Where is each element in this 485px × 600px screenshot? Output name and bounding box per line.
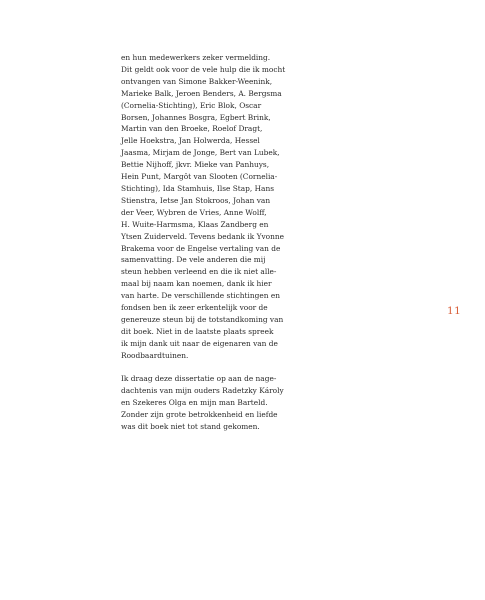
text-line: dachtenis van mijn ouders Radetzky Károly <box>121 386 284 396</box>
text-line: en Szekeres Olga en mijn man Barteld. <box>121 398 268 408</box>
text-line: was dit boek niet tot stand gekomen. <box>121 422 260 432</box>
text-line: Jelle Hoekstra, Jan Holwerda, Hessel <box>121 136 260 146</box>
text-line: Brakema voor de Engelse vertaling van de <box>121 243 281 253</box>
paragraph-dedication <box>121 373 284 433</box>
text-line: der Veer, Wybren de Vries, Anne Wolff, <box>121 207 267 217</box>
text-line: Dit geldt ook voor de vele hulp die ik mocht <box>121 64 286 74</box>
text-line: en hun medewerkers zeker vermelding. <box>121 53 271 62</box>
text-line: H. Wuite-Harmsma, Klaas Zandberg en <box>121 219 269 229</box>
text-line: Stienstra, Ietse Jan Stokroos, Johan van <box>121 195 271 205</box>
text-line: Bettie Nijhoff, jkvr. Mieke van Panhuys, <box>121 160 270 170</box>
text-line: dit boek. Niet in de laatste plaats spreek <box>121 326 274 336</box>
text-line: Jaasma, Mirjam de Jonge, Bert van Lubek, <box>121 148 280 158</box>
text-line: Ytsen Zuiderveld. Tevens bedank ik Yvonne <box>121 231 284 241</box>
text-line: maal bij naam kan noemen, dank ik hier <box>121 279 272 289</box>
text-line: samenvatting. De vele anderen die mij <box>121 255 266 265</box>
text-line: (Cornelia-Stichting), Eric Blok, Oscar <box>121 100 262 110</box>
paragraph-gap <box>121 362 271 374</box>
text-line: genereuze steun bij de totstandkoming van <box>121 314 284 324</box>
page-number: 11 <box>447 305 462 317</box>
text-line: van harte. De verschillende stichtingen en <box>121 291 280 301</box>
text-line: Roodbaardtuinen. <box>121 350 189 360</box>
text-line: Stichting), Ida Stamhuis, Ilse Stap, Hans <box>121 183 275 193</box>
text-line: fondsen ben ik zeer erkentelijk voor de <box>121 303 268 313</box>
text-line: Borsen, Johannes Bosgra, Egbert Brink, <box>121 112 271 122</box>
paragraph-acknowledgements <box>121 52 286 362</box>
text-line: steun hebben verleend en die ik niet alle- <box>121 267 277 277</box>
text-line: ik mijn dank uit naar de eigenaren van de <box>121 338 278 348</box>
text-line: Martin van den Broeke, Roelof Dragt, <box>121 124 263 134</box>
text-line: Hein Punt, Margôt van Slooten (Cornelia- <box>121 172 278 182</box>
text-line: ontvangen van Simone Bakker-Weenink, <box>121 76 273 86</box>
text-line: Marieke Balk, Jeroen Benders, A. Bergsma <box>121 88 282 98</box>
text-line: Ik draag deze dissertatie op aan de nage- <box>121 374 277 384</box>
text-line: Zonder zijn grote betrokkenheid en liefde <box>121 410 278 420</box>
body-text <box>121 52 286 433</box>
